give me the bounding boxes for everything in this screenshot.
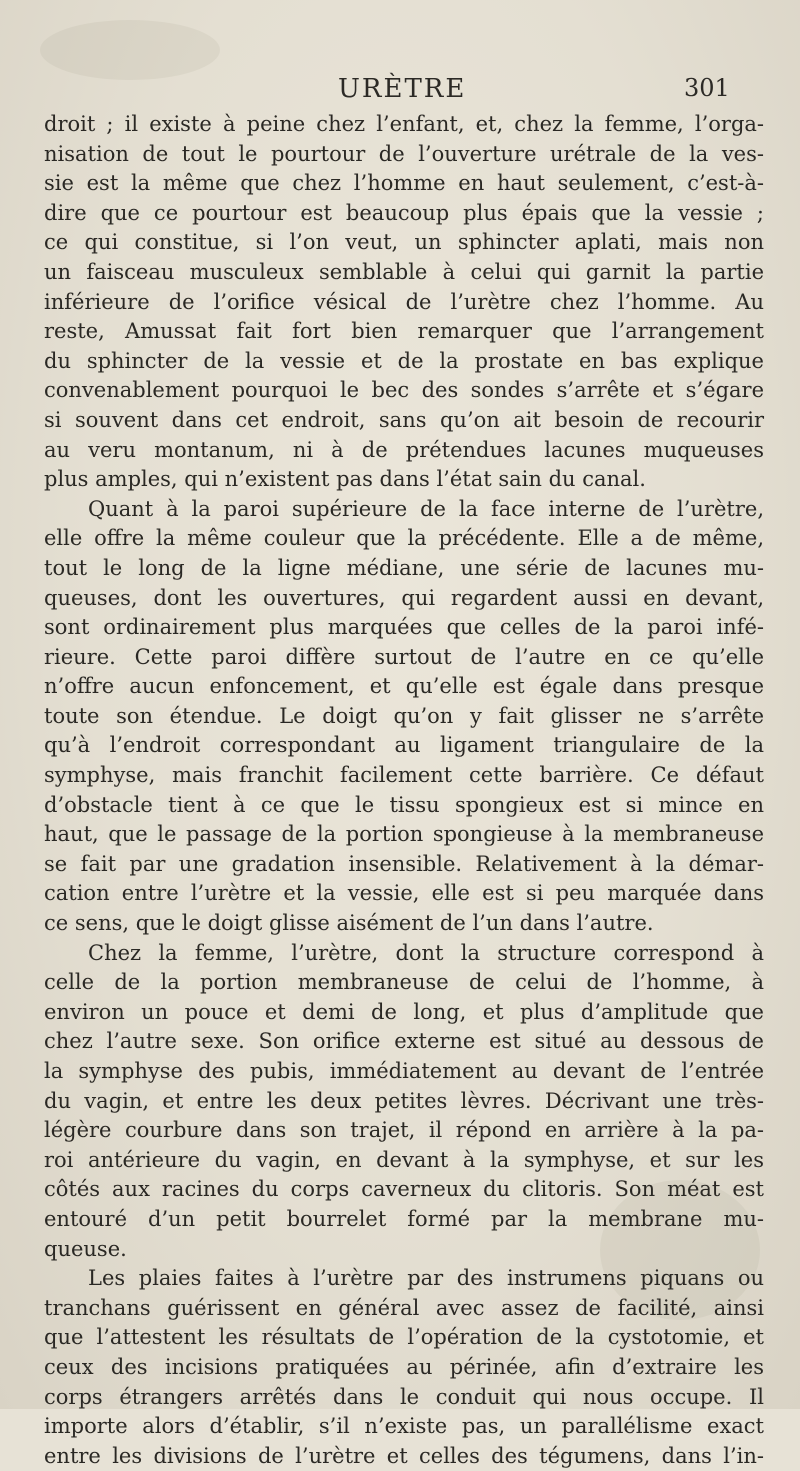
text-line: inférieure de l’orifice vésical de l’urètre chez l’homme. Au: [44, 289, 764, 314]
text-line: importe alors d’établir, s’il n’existe pas, un parallélisme exact: [44, 1414, 764, 1439]
text-line: toute son étendue. Le doigt qu’on y fait glisser ne s’arrête: [44, 703, 764, 728]
text-line: ce sens, que le doigt glisse aisément de l’un dans l’autre.: [44, 911, 654, 936]
text-line: du vagin, et entre les deux petites lèvres. Décrivant une très-: [44, 1088, 764, 1113]
text-line: sont ordinairement plus marquées que celles de la paroi infé-: [44, 615, 764, 640]
running-title: URÈTRE: [338, 74, 467, 104]
text-line: tranchans guérissent en général avec assez de facilité, ainsi: [44, 1295, 764, 1320]
text-line: corps étrangers arrêtés dans le conduit qui nous occupe. Il: [44, 1384, 764, 1409]
text-line: légère courbure dans son trajet, il répond en arrière à la pa-: [44, 1118, 764, 1143]
paragraph-start-line: Chez la femme, l’urètre, dont la structure correspond à: [88, 940, 764, 965]
text-line: que l’attestent les résultats de l’opération de la cystotomie, et: [44, 1325, 764, 1350]
paper-stain: [40, 20, 220, 80]
text-line: côtés aux racines du corps caverneux du clitoris. Son méat est: [44, 1177, 764, 1202]
text-line: entre les divisions de l’urètre et celles des tégumens, dans l’in-: [44, 1443, 764, 1468]
text-line: reste, Amussat fait fort bien remarquer que l’arrangement: [44, 319, 764, 344]
text-line: environ un pouce et demi de long, et plus d’amplitude que: [44, 999, 764, 1024]
text-line: chez l’autre sexe. Son orifice externe est situé au dessous de: [44, 1029, 764, 1054]
page-number: 301: [684, 74, 730, 102]
text-line: ceux des incisions pratiquées au périnée, afin d’extraire les: [44, 1354, 764, 1379]
text-line: convenablement pourquoi le bec des sondes s’arrête et s’égare: [44, 378, 764, 403]
text-line: celle de la portion membraneuse de celui de l’homme, à: [44, 970, 764, 995]
text-line: queuse.: [44, 1236, 127, 1261]
text-line: rieure. Cette paroi diffère surtout de l’autre en ce qu’elle: [44, 644, 764, 669]
text-line: dire que ce pourtour est beaucoup plus épais que la vessie ;: [44, 200, 764, 225]
text-line: au veru montanum, ni à de prétendues lacunes muqueuses: [44, 437, 764, 462]
text-line: haut, que le passage de la portion spongieuse à la membraneuse: [44, 822, 764, 847]
text-line: n’offre aucun enfoncement, et qu’elle est égale dans presque: [44, 674, 764, 699]
text-line: se fait par une gradation insensible. Relativement à la démar-: [44, 851, 764, 876]
text-line: un faisceau musculeux semblable à celui qui garnit la partie: [44, 259, 764, 284]
text-line: si souvent dans cet endroit, sans qu’on ait besoin de recourir: [44, 407, 764, 432]
text-line: entouré d’un petit bourrelet formé par la membrane mu-: [44, 1206, 764, 1231]
paragraph-start-line: Les plaies faites à l’urètre par des instrumens piquans ou: [88, 1266, 764, 1291]
text-line: tout le long de la ligne médiane, une série de lacunes mu-: [44, 555, 764, 580]
text-line: ce qui constitue, si l’on veut, un sphincter aplati, mais non: [44, 230, 764, 255]
text-line: cation entre l’urètre et la vessie, elle est si peu marquée dans: [44, 881, 764, 906]
page-header: [0, 74, 800, 114]
paragraph-start-line: Quant à la paroi supérieure de la face interne de l’urètre,: [88, 496, 764, 521]
text-line: du sphincter de la vessie et de la prostate en bas explique: [44, 348, 764, 373]
text-line: qu’à l’endroit correspondant au ligament triangulaire de la: [44, 733, 764, 758]
text-line: elle offre la même couleur que la précédente. Elle a de même,: [44, 526, 764, 551]
text-line: queuses, dont les ouvertures, qui regardent aussi en devant,: [44, 585, 764, 610]
text-line: plus amples, qui n’existent pas dans l’état sain du canal.: [44, 467, 646, 492]
body-text: [44, 110, 764, 1471]
text-line: droit ; il existe à peine chez l’enfant, et, chez la femme, l’orga-: [44, 112, 764, 136]
text-line: nisation de tout le pourtour de l’ouverture urétrale de la ves-: [44, 141, 764, 166]
text-line: symphyse, mais franchit facilement cette barrière. Ce défaut: [44, 763, 764, 788]
text-line: sie est la même que chez l’homme en haut seulement, c’est-à-: [44, 171, 764, 196]
text-line: d’obstacle tient à ce que le tissu spongieux est si mince en: [44, 792, 764, 817]
text-line: la symphyse des pubis, immédiatement au devant de l’entrée: [44, 1059, 764, 1083]
text-line: roi antérieure du vagin, en devant à la symphyse, et sur les: [44, 1147, 764, 1172]
